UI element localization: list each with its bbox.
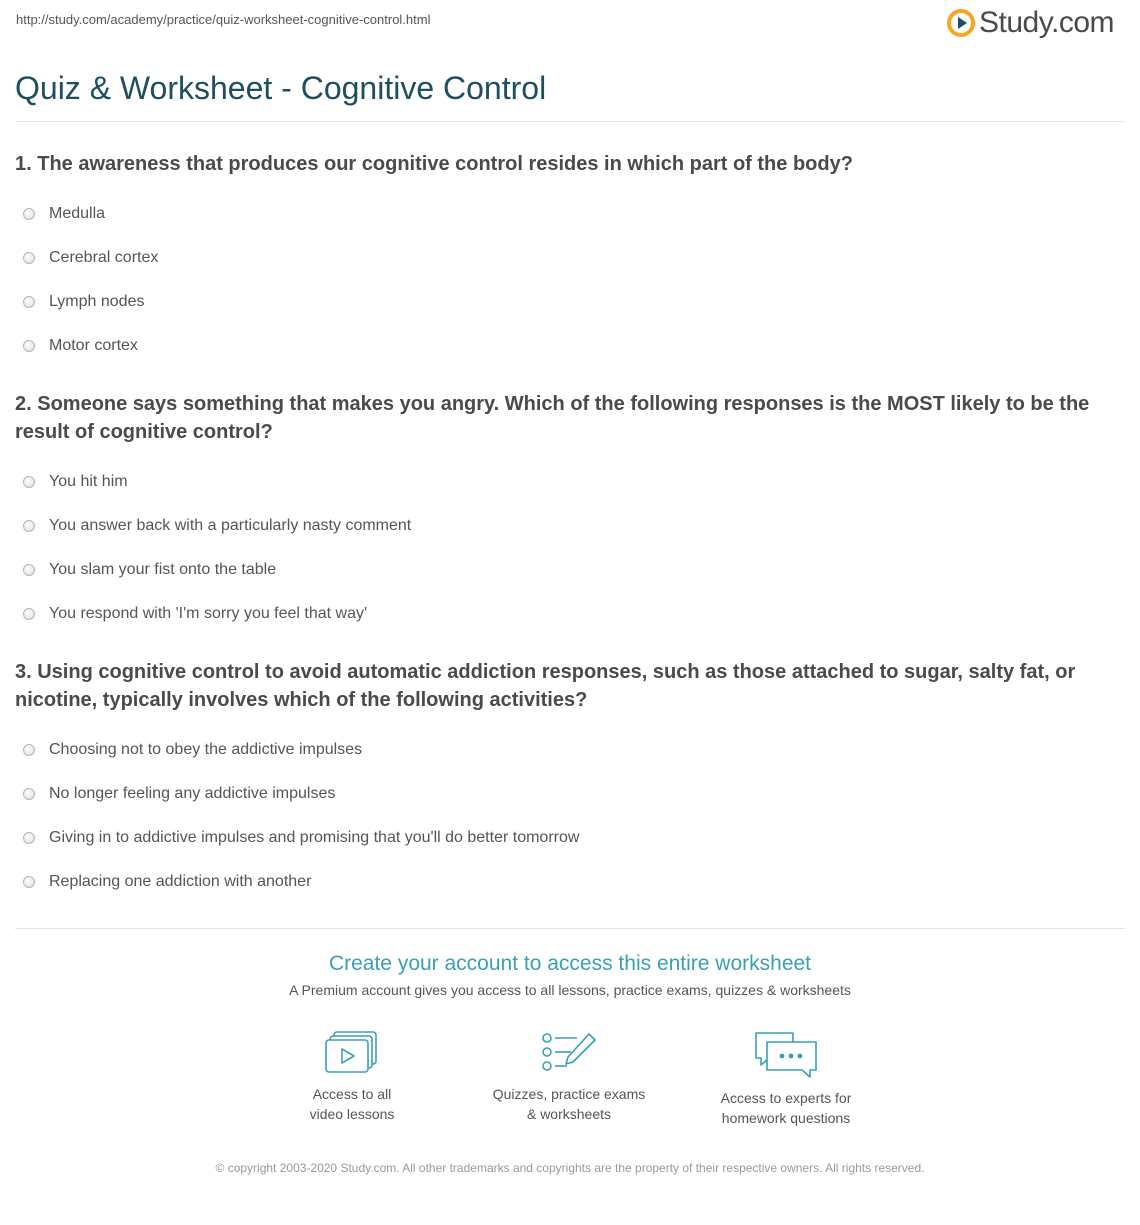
radio-button[interactable]	[23, 788, 35, 800]
radio-button[interactable]	[23, 476, 35, 488]
feature-video-lessons	[252, 1030, 452, 1124]
answer-label: Lymph nodes	[49, 293, 145, 310]
answer-option[interactable]	[15, 772, 1125, 816]
answer-label: You hit him	[49, 473, 128, 490]
answer-label: Giving in to addictive impulses and promising that you'll do better tomorrow	[49, 829, 580, 846]
answer-option[interactable]	[15, 548, 1125, 592]
question-text: 3. Using cognitive control to avoid automatic addiction responses, such as those attached to sugar, salty fat, or nicotine, typically involves which of the following activities?	[15, 661, 1076, 711]
cta-divider	[15, 928, 1125, 929]
feature-quizzes	[469, 1030, 669, 1124]
answer-label: Cerebral cortex	[49, 249, 159, 266]
answer-list	[15, 460, 1125, 636]
feature-label: Quizzes, practice exams & worksheets	[492, 1086, 646, 1122]
expert-chat-icon	[753, 1030, 819, 1080]
play-logo-icon	[947, 9, 975, 37]
answer-label: You slam your fist onto the table	[49, 561, 277, 578]
answer-option[interactable]	[15, 728, 1125, 772]
radio-button[interactable]	[23, 744, 35, 756]
logo-text: Study.com	[979, 6, 1114, 39]
title-divider	[15, 121, 1125, 122]
feature-label: Access to all video lessons	[309, 1086, 395, 1122]
radio-button[interactable]	[23, 564, 35, 576]
answer-option[interactable]	[15, 816, 1125, 860]
radio-button[interactable]	[23, 520, 35, 532]
radio-button[interactable]	[23, 876, 35, 888]
page-url: http://study.com/academy/practice/quiz-worksheet-cognitive-control.html	[16, 12, 431, 27]
answer-label: You respond with 'I'm sorry you feel that way'	[49, 605, 368, 622]
question-1	[15, 150, 1125, 368]
answer-label: Choosing not to obey the addictive impulses	[49, 741, 363, 758]
feature-label: Access to experts for homework questions	[720, 1090, 852, 1126]
answer-label: No longer feeling any addictive impulses	[49, 785, 336, 802]
radio-button[interactable]	[23, 208, 35, 220]
answer-option[interactable]	[15, 592, 1125, 636]
answer-option[interactable]	[15, 460, 1125, 504]
video-lessons-icon	[324, 1030, 380, 1076]
question-text: 2. Someone says something that makes you angry. Which of the following responses is the MOST likely to be the result of cognitive control?	[15, 393, 1090, 443]
answer-label: Motor cortex	[49, 337, 138, 354]
cta-subtitle: A Premium account gives you access to all lessons, practice exams, quizzes & worksheets	[289, 982, 851, 998]
radio-button[interactable]	[23, 832, 35, 844]
feature-experts	[686, 1030, 886, 1128]
quiz-checklist-icon	[541, 1030, 597, 1076]
question-text: 1. The awareness that produces our cognitive control resides in which part of the body?	[15, 153, 853, 175]
radio-button[interactable]	[23, 296, 35, 308]
answer-option[interactable]	[15, 504, 1125, 548]
answer-label: You answer back with a particularly nasty comment	[49, 517, 412, 534]
answer-option[interactable]	[15, 236, 1125, 280]
radio-button[interactable]	[23, 608, 35, 620]
radio-button[interactable]	[23, 252, 35, 264]
page-title: Quiz & Worksheet - Cognitive Control	[15, 70, 547, 106]
answer-list	[15, 728, 1125, 904]
question-3	[15, 658, 1125, 904]
answer-list	[15, 192, 1125, 368]
question-2	[15, 390, 1125, 636]
radio-button[interactable]	[23, 340, 35, 352]
answer-option[interactable]	[15, 280, 1125, 324]
answer-option[interactable]	[15, 324, 1125, 368]
answer-label: Medulla	[49, 205, 106, 222]
cta-title-link[interactable]: Create your account to access this entire worksheet	[328, 952, 812, 975]
studycom-logo[interactable]	[947, 6, 1114, 40]
footer-copyright: © copyright 2003-2020 Study.com. All other trademarks and copyrights are the property of their respective owners. All rights reserved.	[215, 1161, 925, 1175]
answer-option[interactable]	[15, 192, 1125, 236]
quiz-questions	[15, 150, 1125, 904]
answer-label: Replacing one addiction with another	[49, 873, 312, 890]
answer-option[interactable]	[15, 860, 1125, 904]
